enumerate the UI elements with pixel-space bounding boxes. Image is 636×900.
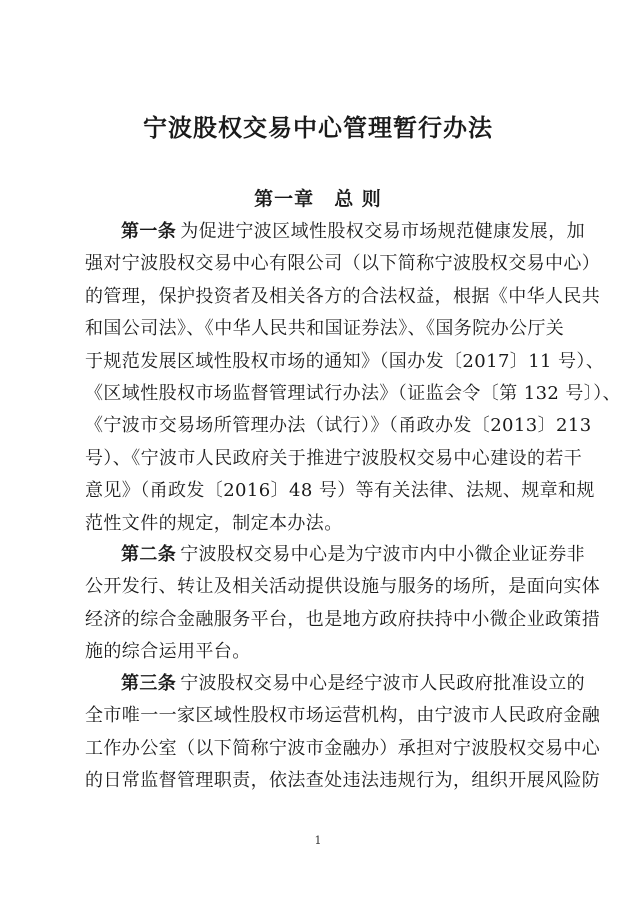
article-1-line-6: 《区域性股权市场监督管理试行办法》（证监会令〔第 132 号〕）、 (85, 383, 621, 405)
article-3-line-4: 的日常监督管理职责，依法查处违法违规行为，组织开展风险防 (85, 770, 601, 792)
article-1-line-1: 第一条 为促进宁波区域性股权交易市场规范健康发展，加 (121, 221, 586, 242)
article-1 (85, 216, 621, 540)
article-number: 第三条 (121, 673, 177, 694)
article-1-line-5: 于规范发展区域性股权市场的通知》（国办发〔2017〕11 号）、 (85, 350, 605, 372)
article-1-line-4: 和国公司法》、《中华人民共和国证券法》、《国务院办公厅关 (85, 318, 565, 340)
chapter-name: 总 则 (334, 188, 382, 210)
chapter-heading (0, 186, 636, 212)
article-2-line-4: 施的综合运用平台。 (85, 641, 251, 663)
article-number: 第二条 (121, 544, 177, 565)
article-3-line-3: 工作办公室（以下简称宁波市金融办）承担对宁波股权交易中心 (85, 737, 601, 759)
article-1-line-10: 范性文件的规定，制定本办法。 (85, 512, 343, 534)
article-3-line-1: 第三条 宁波股权交易中心是经宁波市人民政府批准设立的 (121, 673, 586, 694)
article-2-line-3: 经济的综合金融服务平台，也是地方政府扶持中小微企业政策措 (85, 608, 601, 630)
article-1-line-7: 《宁波市交易场所管理办法（试行）》（甬政办发〔2013〕213 (85, 415, 592, 437)
article-1-line-2: 强对宁波股权交易中心有限公司（以下简称宁波股权交易中心） (85, 253, 601, 275)
article-3 (85, 668, 601, 798)
article-1-line-9: 意见》（甬政发〔2016〕48 号）等有关法律、法规、规章和规 (85, 480, 595, 502)
article-2-line-2: 公开发行、转让及相关活动提供设施与服务的场所，是面向实体 (85, 576, 601, 598)
article-1-line-3: 的管理，保护投资者及相关各方的合法权益，根据《中华人民共 (85, 285, 601, 307)
page-number: 1 (314, 834, 322, 847)
article-3-line-2: 全市唯一一家区域性股权市场运营机构，由宁波市人民政府金融 (85, 705, 601, 727)
article-2 (85, 539, 601, 669)
article-number: 第一条 (121, 221, 177, 242)
article-1-line-8: 号）、《宁波市人民政府关于推进宁波股权交易中心建设的若干 (85, 447, 583, 469)
chapter-number: 第一章 (254, 188, 315, 210)
document-title: 宁波股权交易中心管理暂行办法 (143, 113, 493, 142)
article-2-line-1: 第二条 宁波股权交易中心是为宁波市内中小微企业证券非 (121, 544, 586, 565)
